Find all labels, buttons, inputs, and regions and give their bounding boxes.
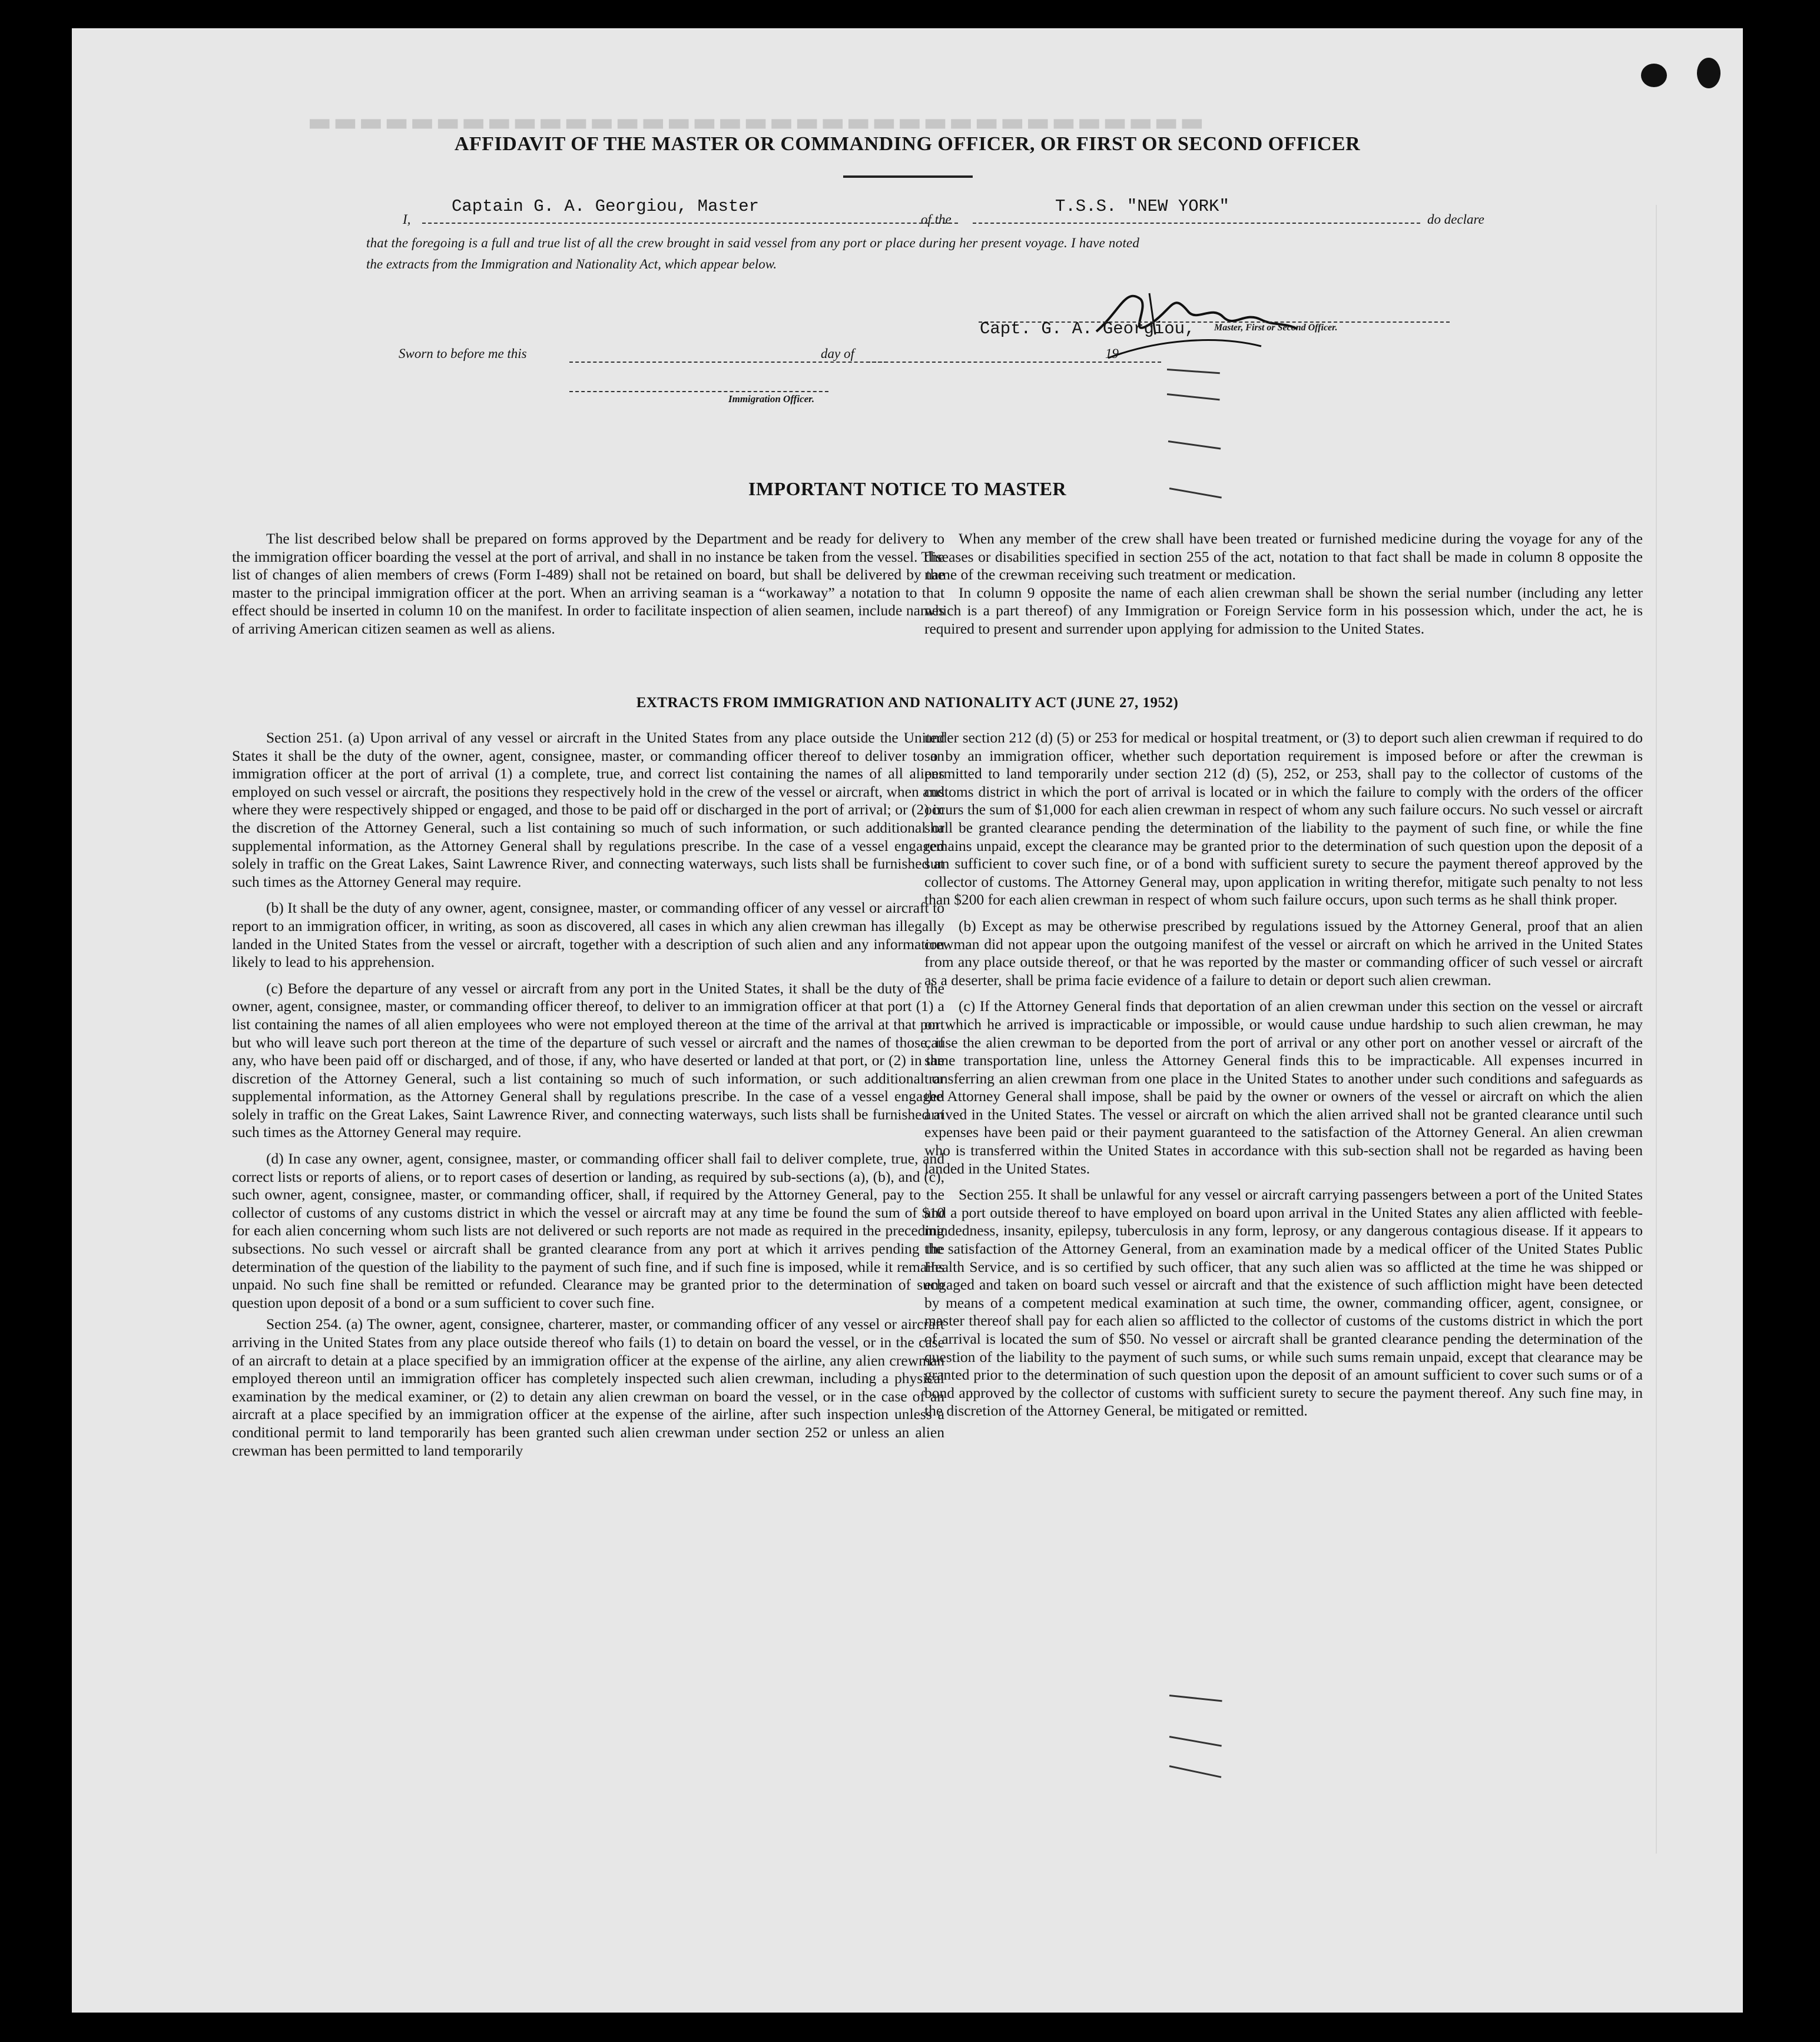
section-255: Section 255. It shall be unlawful for any vessel or aircraft carrying passengers between a port of the United States and a port outside thereof to have employed on board upon arrival in the United States any alien afflicted with feeble-mindedness, insanity, epilepsy, tuberculosis in any form, leprosy, or any dangerous contagious disease. If it appears to the satisfaction of the Attorney General, from an examination made by a medical officer of the United States Public Health Service, and is so certified by such officer, that any such alien was so afflicted at the time he was shipped or engaged and taken on board such vessel or aircraft and that the existence of such affliction might have been detected by means of a competent medical examination at such time, the owner, commanding officer, agent, consignee, or master thereof shall pay for each alien so afflicted to the collector of customs of the customs district in which the port of arrival is located the sum of $50. No vessel or aircraft shall be granted clearance pending the determination of the question of the liability to the payment of such sums, or while such sums remain unpaid, except that clearance may be granted prior to the determination of such question upon the deposit of an amount sufficient to cover such sums or of a bond approved by the collector of customs with sufficient surety to secure the payment thereof. Any such fine may, in the discretion of the Attorney General, be mitigated or remitted.	[924, 1186, 1643, 1420]
ink-blot-mark	[1697, 58, 1720, 88]
notice-left-column	[232, 530, 944, 638]
tick-mark	[1169, 1695, 1222, 1702]
notice-right-paragraph-2: In column 9 opposite the name of each alien crewman shall be shown the serial number (including any letter which is a part thereof) of any Immigration or Foreign Service form in his possession which, under the act, he is required to present and surrender upon applying for admission to the United States.	[924, 584, 1643, 637]
sworn-day-line	[569, 362, 887, 363]
year-label: 19	[1105, 346, 1119, 361]
sworn-month-line	[867, 362, 1161, 363]
tick-mark	[1169, 1736, 1222, 1747]
declaration-line-1: that the foregoing is a full and true list of all the crew brought in said vessel from any port or place during her present voyage. I have noted	[366, 236, 1140, 250]
section-254-a: Section 254. (a) The owner, agent, consignee, charterer, master, or commanding officer of any vessel or aircraft arriving in the United States from any place outside thereof who fails (1) to detain on board the vessel, or in the case of an aircraft to detain at a place specified by an immigration officer at the expense of the airline, any alien crewman employed thereon until an immigration officer has completely inspected such alien crewman, including a physical examination by the medical examiner, or (2) to detain any alien crewman on board the vessel, or in the case of an aircraft at a place specified by an immigration officer at the expense of the airline, after such inspection unless a conditional permit to land temporarily has been granted such alien crewman under section 252 or unless an alien crewman has been permitted to land temporarily	[232, 1315, 944, 1459]
officer-name-field: Captain G. A. Georgiou, Master	[452, 197, 760, 216]
title-underline	[843, 175, 973, 178]
declaration-line-2: the extracts from the Immigration and Nationality Act, which appear below.	[366, 257, 777, 271]
of-the-label: of the	[921, 212, 952, 227]
bleed-through-list	[107, 358, 119, 370]
notice-right-paragraph-1: When any member of the crew shall have been treated or furnished medicine during the voyage for any of the diseases or disabilities specified in section 255 of the act, notation to that fact shall be made in column 8 opposite the name of the crewman receiving such treatment or medication.	[924, 530, 1643, 584]
tick-mark	[1168, 440, 1221, 449]
vessel-name-field: T.S.S. "NEW YORK"	[1055, 197, 1229, 216]
section-251-a: Section 251. (a) Upon arrival of any vessel or aircraft in the United States from any place outside the United States it shall be the duty of the owner, agent, consignee, master, or commanding officer thereof to deliver to an immigration officer at the port of arrival (1) a complete, true, and correct list containing the names of all aliens employed on such vessel or aircraft, the positions they respectively hold in the crew of the vessel or aircraft, when and where they were respectively shipped or engaged, and those to be paid off or discharged in the port of arrival; or (2) in the discretion of the Attorney General, such a list containing so much of such information, or such additional or supplemental information, as the Attorney General shall by regulations prescribe. In the case of a vessel engaged solely in traffic on the Great Lakes, Saint Lawrence River, and connecting waterways, such lists shall be furnished at such times as the Attorney General may require.	[232, 729, 944, 890]
sworn-label: Sworn to before me this	[399, 346, 527, 361]
section-254-a-continued: under section 212 (d) (5) or 253 for medical or hospital treatment, or (3) to deport such alien crewman if required to do so by an immigration officer, whether such deportation requirement is imposed before or after the crewman is permitted to land temporarily under section 212 (d) (5), 252, or 253, shall pay to the collector of customs of the customs district in which the port of arrival is located or in which the failure to comply with the orders of the officer occurs the sum of $1,000 for each alien crewman in respect of whom any such failure occurs. No such vessel or aircraft shall be granted clearance pending the determination of the liability to the payment of such fine, or while the fine remains unpaid, except the clearance may be granted prior to the determination of such question upon the deposit of a sum sufficient to cover such fine, or of a bond with sufficient surety to secure the payment thereof approved by the collector of customs. The Attorney General may, upon application in writing therefor, mitigate such penalty to not less than $200 for each alien crewman in respect of whom such failure occurs, upon such terms as he shall think proper.	[924, 729, 1643, 909]
notice-left-paragraph: The list described below shall be prepared on forms approved by the Department and be ready for delivery to the immigration officer boarding the vessel at the port of arrival, and shall in no instance be taken from the vessel. The list of changes of alien members of crews (Form I-489) shall not be retained on board, but shall be delivered by the master to the principal immigration officer at the port. When an arriving seaman is a “workaway” a notation to that effect should be inserted in column 10 on the manifest. In order to facilitate inspection of alien seamen, include names of arriving American citizen seamen as well as aliens.	[232, 530, 944, 637]
tick-mark	[1167, 369, 1220, 374]
section-254-b: (b) Except as may be otherwise prescribed by regulations issued by the Attorney General, proof that an alien crewman did not appear upon the outgoing manifest of the vessel or aircraft on which he arrived in the United States from any place outside thereof, or that he was reported by the master or commanding officer of such vessel or aircraft as a deserter, shall be prima facie evidence of a failure to detain or deport such alien crewman.	[924, 917, 1643, 989]
ink-blot-mark	[1641, 64, 1667, 87]
officer-signature-line	[569, 391, 828, 392]
day-of-label: day of	[821, 346, 854, 361]
section-254-c: (c) If the Attorney General finds that deportation of an alien crewman under this section on the vessel or aircraft on which he arrived is impracticable or impossible, or would cause undue hardship to such alien crewman, he may cause the alien crewman to be deported from the port of arrival or any other port on another vessel or aircraft of the same transportation line, unless the Attorney General finds this to be impracticable. All expenses incurred in transferring an alien crewman from one place in the United States to another under such conditions and safeguards as the Attorney General shall impose, shall be paid by the owner or owners of the vessel or aircraft on which the alien arrived in the United States. The vessel or aircraft on which the alien arrived shall not be granted clearance until such expenses have been paid or their payment guaranteed to the satisfaction of the Attorney General. An alien crewman who is transferred within the United States in accordance with this sub-section shall not be regarded as having been landed in the United States.	[924, 997, 1643, 1177]
notice-right-column	[924, 530, 1643, 638]
document-page	[72, 28, 1743, 2013]
officer-name-line	[422, 223, 958, 224]
signature-role: Master, First or Second Officer.	[1214, 323, 1338, 333]
tick-mark	[1169, 1765, 1222, 1778]
vessel-name-line	[973, 223, 1420, 224]
immigration-officer-label: Immigration Officer.	[728, 393, 815, 405]
do-declare-label: do declare	[1427, 212, 1484, 227]
i-label: I,	[403, 212, 411, 227]
extracts-title: EXTRACTS FROM IMMIGRATION AND NATIONALITY ACT (JUNE 27, 1952)	[636, 695, 1179, 711]
section-251-b: (b) It shall be the duty of any owner, agent, consignee, master, or commanding officer of any vessel or aircraft to report to an immigration officer, in writing, as soon as discovered, all cases in which any alien crewman has illegally landed in the United States from the vessel or aircraft, together with a description of such alien and any information likely to lead to his apprehension.	[232, 899, 944, 971]
section-251-d: (d) In case any owner, agent, consignee, master, or commanding officer shall fail to deliver complete, true, and correct lists or reports of aliens, or to report cases of desertion or landing, as required by sub-sections (a), (b), and (c), such owner, agent, consignee, master, or commanding officer, shall, if required by the Attorney General, pay to the collector of customs of any customs district in which the vessel or aircraft may at any time be found the sum of $10 for each alien concerning whom such lists are not delivered or such reports are not made as required in the preceding subsections. No such vessel or aircraft shall be granted clearance from any port at which it arrives pending the determination of the question of the liability to the payment of such fine, and if such fine is imposed, while it remains unpaid. No such fine shall be remitted or refunded. Clearance may be granted prior to the determination of such question upon deposit of a bond or a sum sufficient to cover such fine.	[232, 1150, 944, 1311]
signature-name: Capt. G. A. Georgiou,	[980, 319, 1195, 339]
bleed-through-header: ▬▬▬▬▬▬▬▬▬▬▬▬▬▬▬▬▬▬▬▬▬▬▬▬▬▬▬▬▬▬▬▬▬▬▬	[307, 111, 1206, 141]
extracts-left-column	[232, 729, 944, 1460]
affidavit-title: AFFIDAVIT OF THE MASTER OR COMMANDING OFFICER, OR FIRST OR SECOND OFFICER	[454, 133, 1361, 155]
extracts-right-column	[924, 729, 1643, 1420]
section-251-c: (c) Before the departure of any vessel or aircraft from any port in the United States, it shall be the duty of the owner, agent, consignee, master, or commanding officer thereof, to deliver to an immigration officer at that port (1) a list containing the names of all alien employees who were not employed thereon at the time of the arrival at that port but who will leave such port thereon at the time of the departure of such vessel or aircraft and the names of those, if any, who have been paid off or discharged, and of those, if any, who have deserted or landed at that port, or (2) in the discretion of the Attorney General, such a list containing so much of such information, or such additional or supplemental information, as the Attorney General shall by regulations prescribe. In the case of a vessel engaged solely in traffic on the Great Lakes, Saint Lawrence River, and connecting waterways, such lists shall be furnished at such times as the Attorney General may require.	[232, 979, 944, 1141]
tick-mark	[1167, 393, 1220, 400]
notice-title: IMPORTANT NOTICE TO MASTER	[748, 478, 1067, 499]
bleed-through-row-numbers	[1656, 205, 1680, 1854]
